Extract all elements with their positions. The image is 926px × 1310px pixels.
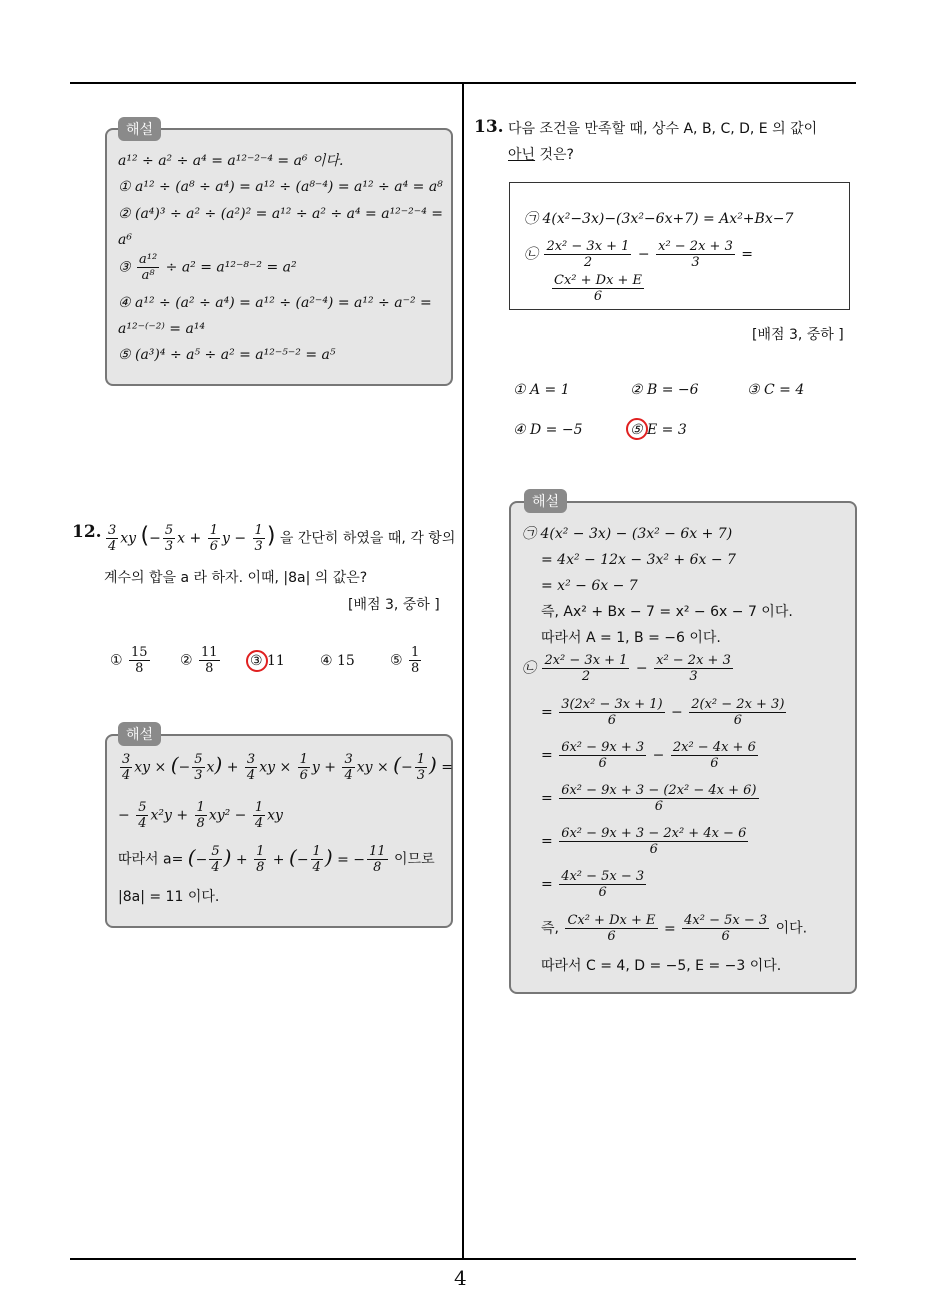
solution-box-12 xyxy=(105,734,453,928)
sol11-line-5 xyxy=(118,252,297,283)
sol13-l6-label: ㉡ xyxy=(522,660,536,677)
q13-answer-mark xyxy=(626,418,648,440)
sol13-l12-n2: 4x² − 5x − 3 xyxy=(684,913,768,928)
sol12-l3-post: 이므로 xyxy=(394,851,435,868)
sol11-l5-fraction xyxy=(137,252,159,283)
sol13-line-6: ㉡ $\frac{\text{2x² − 3x + 1}}{2}$ − $\frac{\text{x² − 2x + 3}}{3}$ xyxy=(522,653,731,684)
sol11-l5-label: ③ xyxy=(118,259,131,276)
sol13-line-11: = $\frac{\text{4x² − 5x − 3}}{6}$ xyxy=(541,869,645,900)
sol13-l8-n1: 6x² − 9x + 3 xyxy=(561,740,645,755)
question-12-expression: $\frac{3}{4}$ xy (− $\frac{5}{3}$ x + $\frac{1}{6}$ y − $\frac{1}{3}$ ) 을 간단히 하였을 때, 각 항의 xyxy=(108,523,456,554)
sol13-l8-d1: 6 xyxy=(598,756,607,771)
q13-choice-1[interactable]: ① A = 1 xyxy=(513,382,570,398)
sol13-l9-d: 6 xyxy=(654,799,663,814)
sol11-line-6: ④ a¹² ÷ (a² ÷ a⁴) = a¹² ÷ (a²⁻⁴) = a¹² ÷ a⁻² = xyxy=(118,295,432,311)
q12-c1-label: ① xyxy=(110,652,123,669)
q13-condition-box xyxy=(509,182,850,310)
sol13-line-8: = $\frac{\text{6x² − 9x + 3}}{6}$ − $\frac{\text{2x² − 4x + 6}}{6}$ xyxy=(541,740,756,771)
solution-tag-13: 해설 xyxy=(524,489,567,513)
question-12 xyxy=(72,523,102,542)
sol13-l7-n1: 3(2x² − 3x + 1) xyxy=(561,697,663,712)
q12-c2-num: 11 xyxy=(201,645,218,660)
q12-answer-mark xyxy=(246,650,268,672)
q13-choice-4[interactable]: ④ D = −5 xyxy=(513,422,583,438)
question-13-number: 13. xyxy=(474,117,504,137)
sol13-l6-d2: 3 xyxy=(689,669,698,684)
q12-c1-frac xyxy=(129,645,150,676)
q12-c2-label: ② xyxy=(180,652,193,669)
sol13-line-7: = $\frac{\text{3(2x² − 3x + 1)}}{6}$ − $\frac{\text{2(x² − 2x + 3)}}{6}$ xyxy=(541,697,785,728)
sol11-l5-den: a⁸ xyxy=(141,268,155,283)
q13-c2-n3: Cx² + Dx + E xyxy=(554,273,643,288)
sol11-line-4: a⁶ xyxy=(118,232,132,248)
sol12-line-3: 따라서 a= (− $\frac{5}{4}$ ) + $\frac{1}{8}$ + (− $\frac{1}{4}$ ) = − $\frac{11}{8}$ 이므로 xyxy=(118,844,435,875)
question-12-number: 12. xyxy=(72,522,102,542)
sol13-line-5: 따라서 A = 1, B = −6 이다. xyxy=(541,630,721,646)
sol13-l6-d1: 2 xyxy=(581,669,591,684)
sol13-l12-d1: 6 xyxy=(607,929,616,944)
sol13-l7-d1: 6 xyxy=(607,713,617,728)
question-13-line-2 xyxy=(508,146,574,164)
sol12-line-1: $\frac{3}{4}$ xy × (− $\frac{5}{3}$ x) + $\frac{3}{4}$ xy × $\frac{1}{6}$ y + $\frac{3}{4}$ xy × (− $\frac{1}{3}$ ) = xyxy=(122,752,453,783)
sol13-line-3: = x² − 6x − 7 xyxy=(541,578,638,594)
q12-c2-den: 8 xyxy=(205,661,214,676)
q13-line2-rest: 것은? xyxy=(535,147,574,163)
q12-choice-2[interactable] xyxy=(180,645,222,676)
q13-cond-1: ㉠ 4(x²−3x)−(3x²−6x+7) = Ax²+Bx−7 xyxy=(524,211,794,227)
q13-choice-3[interactable]: ③ C = 4 xyxy=(747,382,805,398)
q13-c2-d2: 3 xyxy=(691,255,700,270)
sol13-line-9: = $\frac{\text{6x² − 9x + 3 − (2x² − 4x + 6)}}{6}$ xyxy=(541,783,757,814)
solution-tag-12: 해설 xyxy=(118,722,161,746)
sol11-l5-post: ÷ a² = a¹²⁻⁸⁻² = a² xyxy=(165,259,297,276)
sol13-line-10: = $\frac{\text{6x² − 9x + 3 − 2x² + 4x − 6}}{6}$ xyxy=(541,826,747,857)
sol13-l7-d2: 6 xyxy=(733,713,742,728)
sol13-line-2: = 4x² − 12x − 3x² + 6x − 7 xyxy=(541,552,736,568)
sol13-l12-pre: 즉, xyxy=(541,920,559,937)
sol12-l3-pre: 따라서 a= xyxy=(118,851,184,868)
sol11-line-3: ② (a⁴)³ ÷ a² ÷ (a²)² = a¹² ÷ a² ÷ a⁴ = a¹²⁻²⁻⁴ = xyxy=(118,206,443,222)
sol11-line-7: a¹²⁻⁽⁻²⁾ = a¹⁴ xyxy=(118,321,206,337)
q13-underlined: 아닌 xyxy=(508,147,536,163)
sol13-line-1: ㉠ 4(x² − 3x) − (3x² − 6x + 7) xyxy=(522,526,733,542)
sol13-l10-d: 6 xyxy=(649,842,658,857)
q12-c1-den: 8 xyxy=(135,661,144,676)
sol12-line-4: |8a| = 11 이다. xyxy=(118,889,220,905)
sol13-l6-n1: 2x² − 3x + 1 xyxy=(544,653,628,668)
question-12-score: [배점 3, 중하 ] xyxy=(348,597,440,613)
q13-c2-d1: 2 xyxy=(583,255,593,270)
solution-box-13 xyxy=(509,501,857,994)
solution-box-11 xyxy=(105,128,453,386)
q12-c5-den: 8 xyxy=(411,661,420,676)
column-divider xyxy=(462,83,464,1259)
solution-tag-11: 해설 xyxy=(118,117,161,141)
q12-c2-frac xyxy=(199,645,220,676)
q12-choice-4[interactable]: ④ 15 xyxy=(320,653,355,669)
sol13-l12-d2: 6 xyxy=(721,929,730,944)
sol11-l5-num: a¹² xyxy=(139,252,158,267)
q13-c2-d3: 6 xyxy=(593,289,603,304)
page-number: 4 xyxy=(454,1266,467,1290)
question-13 xyxy=(474,118,504,137)
q13-cond-2b xyxy=(550,273,646,304)
sol12-line-2: − $\frac{5}{4}$ x²y + $\frac{1}{8}$ xy² − $\frac{1}{4}$ xy xyxy=(118,800,283,831)
sol13-l9-n: 6x² − 9x + 3 − (2x² − 4x + 6) xyxy=(561,783,757,798)
q13-choice-5[interactable]: ⑤ E = 3 xyxy=(630,422,687,438)
q13-cond-2: ㉡ $\frac{\text{2x² − 3x + 1}}{2}$ − $\frac{\text{x² − 2x + 3}}{3}$ = xyxy=(524,239,754,270)
question-12-line-2: 계수의 합을 a 라 하자. 이때, |8a| 의 값은? xyxy=(104,570,368,586)
sol13-line-12: 즉, $\frac{\text{Cx² + Dx + E}}{6}$ = $\frac{\text{4x² − 5x − 3}}{6}$ 이다. xyxy=(541,913,808,944)
q12-c1-num: 15 xyxy=(131,645,148,660)
q13-cond2-label: ㉡ xyxy=(524,246,538,263)
sol11-line-1: a¹² ÷ a² ÷ a⁴ = a¹²⁻²⁻⁴ = a⁶ 이다. xyxy=(118,153,344,169)
q12-choice-3[interactable]: ③ 11 xyxy=(250,653,285,669)
sol13-line-4: 즉, Ax² + Bx − 7 = x² − 6x − 7 이다. xyxy=(541,604,793,620)
q12-c5-num: 1 xyxy=(411,645,420,660)
sol13-line-13: 따라서 C = 4, D = −5, E = −3 이다. xyxy=(541,958,782,974)
question-13-score: [배점 3, 중하 ] xyxy=(752,327,844,343)
q13-choice-2[interactable]: ② B = −6 xyxy=(630,382,699,398)
q12-c5-frac xyxy=(409,645,421,676)
question-13-line-1: 다음 조건을 만족할 때, 상수 A, B, C, D, E 의 값이 xyxy=(508,121,818,137)
sol11-line-8: ⑤ (a³)⁴ ÷ a⁵ ÷ a² = a¹²⁻⁵⁻² = a⁵ xyxy=(118,347,336,363)
q12-choice-1[interactable] xyxy=(110,645,152,676)
sol13-l7-n2: 2(x² − 2x + 3) xyxy=(691,697,785,712)
sol13-l11-n: 4x² − 5x − 3 xyxy=(561,869,645,884)
q13-c2-n1: 2x² − 3x + 1 xyxy=(546,239,630,254)
sol13-l10-n: 6x² − 9x + 3 − 2x² + 4x − 6 xyxy=(561,826,747,841)
sol13-l11-d: 6 xyxy=(598,885,607,900)
q12-choice-5[interactable] xyxy=(390,645,423,676)
sol13-l12-post: 이다. xyxy=(775,920,808,937)
q12-frac-3-4: $\frac{3}{4}$ xyxy=(108,523,117,554)
q12-c5-label: ⑤ xyxy=(390,652,403,669)
sol13-l6-n2: x² − 2x + 3 xyxy=(656,653,731,668)
sol11-line-2: ① a¹² ÷ (a⁸ ÷ a⁴) = a¹² ÷ (a⁸⁻⁴) = a¹² ÷ a⁴ = a⁸ xyxy=(118,179,443,195)
q13-c2-n2: x² − 2x + 3 xyxy=(658,239,733,254)
sol13-l8-d2: 6 xyxy=(710,756,719,771)
sol13-l8-n2: 2x² − 4x + 6 xyxy=(672,740,756,755)
sol13-l12-n1: Cx² + Dx + E xyxy=(567,913,656,928)
